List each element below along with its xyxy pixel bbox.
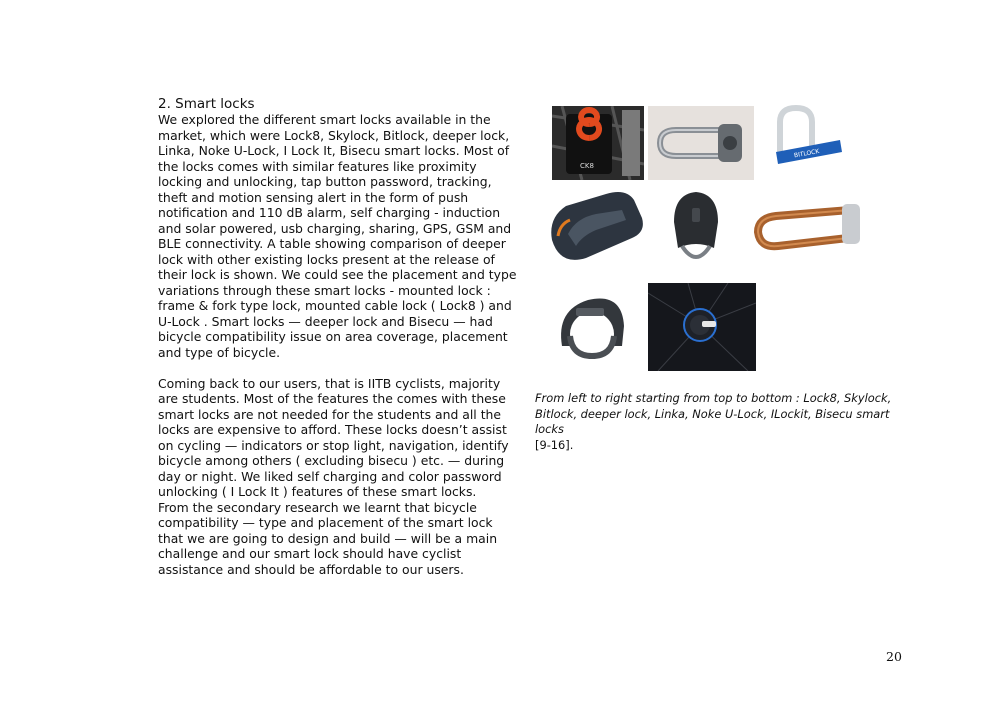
- paragraph-users: Coming back to our users, that is IITB cyclists, majority are students. Most of the features the comes with these smart locks are not needed for the students and all the locks are expensive to afford. These locks doesn’t assist on cycling — indicators or stop light, navigation, identify bicycle among others ( excluding bisecu ) etc. — during day or night. We liked self charging and color password unlocking ( I Lock It ) features of these smart locks.: [158, 375, 509, 499]
- figure-caption: [535, 391, 895, 453]
- deeper-lock-photo: [546, 188, 646, 270]
- bitlock-label: BITLOCK: [793, 148, 820, 160]
- bitlock-photo: [768, 104, 848, 178]
- body-text: [158, 112, 520, 577]
- page-number: 20: [886, 649, 902, 664]
- bisecu-photo: [648, 283, 756, 371]
- noke-u-lock-photo: [752, 196, 868, 258]
- paragraph-research-conclusion: From the secondary research we learnt that bicycle compatibility — type and placement of the smart lock that we are going to design and build — will be a main challenge and our smart lock should have cyclist assistance and should be affordable to our users.: [158, 499, 498, 577]
- linka-photo: [664, 188, 728, 268]
- figure-caption-text: From left to right starting from top to bottom : Lock8, Skylock, Bitlock, deeper lock, Linka, Noke U-Lock, ILockit, Bisecu smart locks: [535, 391, 892, 436]
- lock8-photo: [552, 106, 644, 180]
- ilockit-photo: [552, 286, 630, 364]
- section-heading: 2. Smart locks: [158, 96, 255, 112]
- figure-caption-reference: [9-16].: [535, 437, 574, 452]
- skylock-photo: [648, 106, 754, 180]
- lock8-logo-text: CK8: [580, 162, 594, 170]
- paragraph-locks-overview: We explored the different smart locks available in the market, which were Lock8, Skylock, Bitlock, deeper lock, Linka, Noke U-Lock, I Lock It, Bisecu smart locks. Most of the locks comes with similar features like proximity locking and unlocking, tap button password, tracking, theft and motion sensing alert in the form of push notification and 110 dB alarm, self charging - induction and solar powered, usb charging, sharing, GPS, GSM and BLE connectivity. A table showing comparison of deeper lock with other existing locks present at the release of their lock is shown. We could see the placement and type variations through these smart locks - mounted lock : frame & fork type lock, mounted cable lock ( Lock8 ) and U-Lock . Smart locks — deeper lock and Bisecu — had bicycle compatibility issue on area coverage, placement and type of bicycle.: [158, 112, 517, 360]
